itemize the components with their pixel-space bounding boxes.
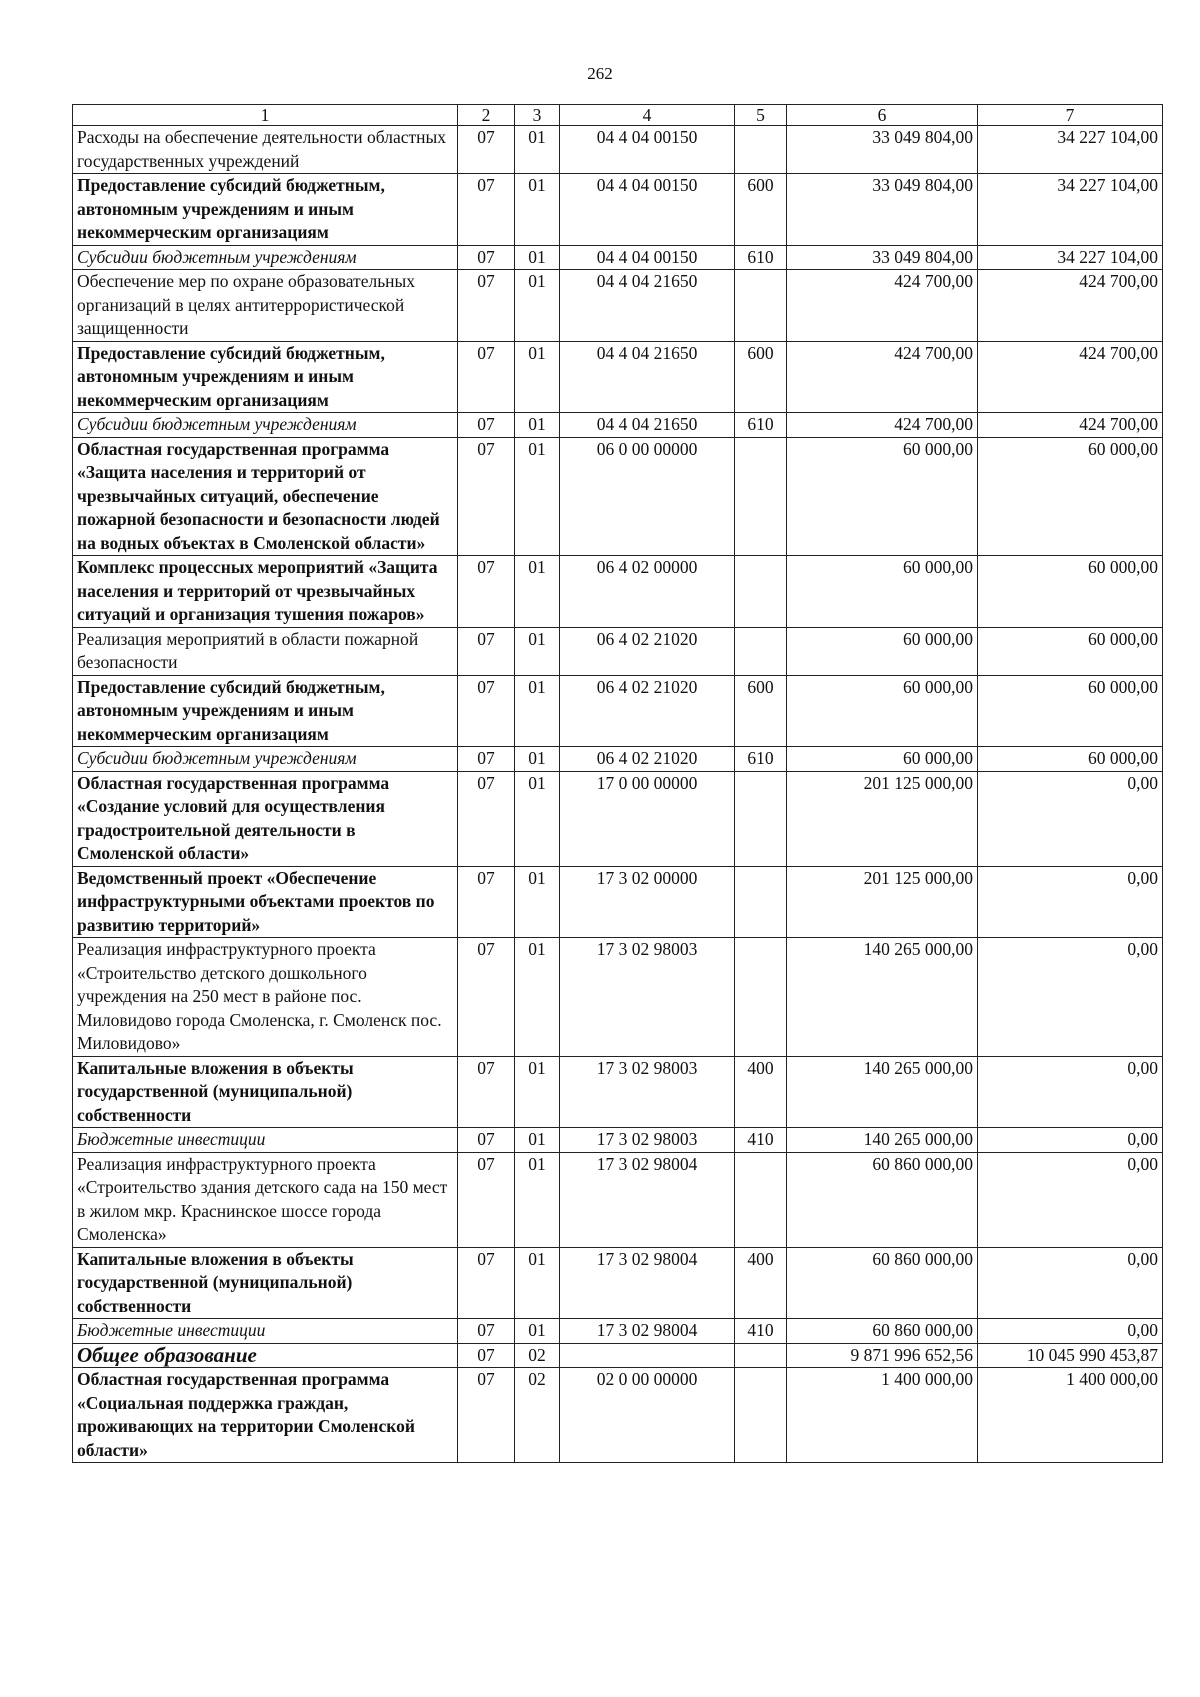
row-subsection-code: 01 bbox=[515, 1319, 560, 1344]
row-section-code: 07 bbox=[458, 1152, 515, 1247]
table-row bbox=[73, 341, 1163, 413]
row-amount-year1: 60 000,00 bbox=[787, 627, 978, 675]
row-amount-year2: 0,00 bbox=[978, 1152, 1163, 1247]
row-amount-year2: 0,00 bbox=[978, 1319, 1163, 1344]
table-row bbox=[73, 1152, 1163, 1247]
row-expense-type: 610 bbox=[735, 245, 787, 270]
row-subsection-code: 01 bbox=[515, 1247, 560, 1319]
row-expense-type bbox=[735, 938, 787, 1057]
row-subsection-code: 01 bbox=[515, 245, 560, 270]
column-header: 3 bbox=[515, 105, 560, 126]
row-expense-type: 600 bbox=[735, 174, 787, 246]
row-amount-year2: 60 000,00 bbox=[978, 437, 1163, 556]
row-amount-year2: 0,00 bbox=[978, 1247, 1163, 1319]
row-subsection-code: 01 bbox=[515, 126, 560, 174]
row-section-code: 07 bbox=[458, 1319, 515, 1344]
table-row bbox=[73, 1368, 1163, 1463]
row-subsection-code: 01 bbox=[515, 675, 560, 747]
row-section-code: 07 bbox=[458, 866, 515, 938]
row-amount-year2: 424 700,00 bbox=[978, 341, 1163, 413]
row-name: Областная государственная программа «Социальная поддержка граждан, проживающих на территории Смоленской области» bbox=[73, 1368, 458, 1463]
table-row bbox=[73, 1056, 1163, 1128]
table-row bbox=[73, 1128, 1163, 1153]
row-name: Реализация мероприятий в области пожарной безопасности bbox=[73, 627, 458, 675]
row-amount-year1: 33 049 804,00 bbox=[787, 174, 978, 246]
row-amount-year2: 60 000,00 bbox=[978, 627, 1163, 675]
column-header: 6 bbox=[787, 105, 978, 126]
row-amount-year1: 60 000,00 bbox=[787, 747, 978, 772]
row-amount-year1: 33 049 804,00 bbox=[787, 245, 978, 270]
row-target-code: 17 0 00 00000 bbox=[560, 771, 735, 866]
row-target-code: 04 4 04 21650 bbox=[560, 270, 735, 342]
table-row bbox=[73, 245, 1163, 270]
row-amount-year1: 424 700,00 bbox=[787, 341, 978, 413]
column-number-row bbox=[73, 105, 1163, 126]
table-row bbox=[73, 675, 1163, 747]
row-amount-year1: 424 700,00 bbox=[787, 413, 978, 438]
row-amount-year2: 424 700,00 bbox=[978, 270, 1163, 342]
row-amount-year1: 33 049 804,00 bbox=[787, 126, 978, 174]
row-target-code: 04 4 04 21650 bbox=[560, 413, 735, 438]
row-amount-year1: 201 125 000,00 bbox=[787, 771, 978, 866]
row-expense-type bbox=[735, 627, 787, 675]
row-subsection-code: 01 bbox=[515, 938, 560, 1057]
row-amount-year1: 201 125 000,00 bbox=[787, 866, 978, 938]
row-name: Предоставление субсидий бюджетным, автономным учреждениям и иным некоммерческим организациям bbox=[73, 174, 458, 246]
row-name: Субсидии бюджетным учреждениям bbox=[73, 245, 458, 270]
row-name: Субсидии бюджетным учреждениям bbox=[73, 747, 458, 772]
table-row bbox=[73, 866, 1163, 938]
row-amount-year1: 60 000,00 bbox=[787, 556, 978, 628]
row-subsection-code: 01 bbox=[515, 1056, 560, 1128]
row-subsection-code: 01 bbox=[515, 341, 560, 413]
row-amount-year2: 34 227 104,00 bbox=[978, 245, 1163, 270]
row-section-code: 07 bbox=[458, 1368, 515, 1463]
row-amount-year2: 0,00 bbox=[978, 1056, 1163, 1128]
row-subsection-code: 01 bbox=[515, 270, 560, 342]
row-amount-year2: 0,00 bbox=[978, 1128, 1163, 1153]
row-amount-year2: 0,00 bbox=[978, 771, 1163, 866]
row-amount-year2: 1 400 000,00 bbox=[978, 1368, 1163, 1463]
row-amount-year2: 10 045 990 453,87 bbox=[978, 1343, 1163, 1368]
row-subsection-code: 01 bbox=[515, 1152, 560, 1247]
row-section-code: 07 bbox=[458, 270, 515, 342]
row-section-code: 07 bbox=[458, 556, 515, 628]
row-expense-type: 610 bbox=[735, 747, 787, 772]
row-target-code: 04 4 04 00150 bbox=[560, 245, 735, 270]
table-row bbox=[73, 938, 1163, 1057]
row-expense-type: 610 bbox=[735, 413, 787, 438]
table-row bbox=[73, 437, 1163, 556]
row-subsection-code: 01 bbox=[515, 747, 560, 772]
row-amount-year1: 60 860 000,00 bbox=[787, 1152, 978, 1247]
row-amount-year2: 60 000,00 bbox=[978, 556, 1163, 628]
row-section-code: 07 bbox=[458, 126, 515, 174]
row-name: Расходы на обеспечение деятельности областных государственных учреждений bbox=[73, 126, 458, 174]
row-section-code: 07 bbox=[458, 174, 515, 246]
row-expense-type bbox=[735, 126, 787, 174]
table-row bbox=[73, 413, 1163, 438]
row-target-code: 06 4 02 21020 bbox=[560, 747, 735, 772]
row-target-code: 17 3 02 98003 bbox=[560, 1128, 735, 1153]
row-target-code: 17 3 02 98004 bbox=[560, 1152, 735, 1247]
row-subsection-code: 01 bbox=[515, 866, 560, 938]
row-expense-type bbox=[735, 1368, 787, 1463]
table-row bbox=[73, 270, 1163, 342]
row-amount-year2: 34 227 104,00 bbox=[978, 126, 1163, 174]
row-expense-type: 410 bbox=[735, 1319, 787, 1344]
row-amount-year1: 1 400 000,00 bbox=[787, 1368, 978, 1463]
row-target-code: 17 3 02 98004 bbox=[560, 1319, 735, 1344]
row-expense-type bbox=[735, 866, 787, 938]
row-amount-year1: 60 860 000,00 bbox=[787, 1319, 978, 1344]
table-row bbox=[73, 627, 1163, 675]
row-expense-type: 600 bbox=[735, 675, 787, 747]
row-expense-type: 600 bbox=[735, 341, 787, 413]
row-name: Обеспечение мер по охране образовательных организаций в целях антитеррористической защищенности bbox=[73, 270, 458, 342]
row-target-code: 06 4 02 21020 bbox=[560, 675, 735, 747]
row-amount-year1: 140 265 000,00 bbox=[787, 938, 978, 1057]
row-expense-type: 400 bbox=[735, 1247, 787, 1319]
row-section-code: 07 bbox=[458, 437, 515, 556]
row-target-code: 17 3 02 98003 bbox=[560, 1056, 735, 1128]
row-target-code: 04 4 04 21650 bbox=[560, 341, 735, 413]
row-section-code: 07 bbox=[458, 938, 515, 1057]
row-target-code: 04 4 04 00150 bbox=[560, 126, 735, 174]
row-amount-year1: 424 700,00 bbox=[787, 270, 978, 342]
row-target-code: 17 3 02 98003 bbox=[560, 938, 735, 1057]
row-target-code: 02 0 00 00000 bbox=[560, 1368, 735, 1463]
row-name: Общее образование bbox=[73, 1343, 458, 1368]
row-name: Предоставление субсидий бюджетным, автономным учреждениям и иным некоммерческим организациям bbox=[73, 675, 458, 747]
row-amount-year1: 140 265 000,00 bbox=[787, 1056, 978, 1128]
row-subsection-code: 01 bbox=[515, 174, 560, 246]
column-header: 5 bbox=[735, 105, 787, 126]
row-amount-year1: 60 000,00 bbox=[787, 437, 978, 556]
row-section-code: 07 bbox=[458, 1128, 515, 1153]
row-subsection-code: 01 bbox=[515, 437, 560, 556]
row-name: Комплекс процессных мероприятий «Защита населения и территорий от чрезвычайных ситуаций и организация тушения пожаров» bbox=[73, 556, 458, 628]
row-section-code: 07 bbox=[458, 675, 515, 747]
row-target-code: 17 3 02 00000 bbox=[560, 866, 735, 938]
row-section-code: 07 bbox=[458, 747, 515, 772]
row-name: Бюджетные инвестиции bbox=[73, 1128, 458, 1153]
row-name: Реализация инфраструктурного проекта «Строительство здания детского сада на 150 мест в жилом мкр. Краснинское шоссе города Смоленска» bbox=[73, 1152, 458, 1247]
row-amount-year1: 140 265 000,00 bbox=[787, 1128, 978, 1153]
row-name: Ведомственный проект «Обеспечение инфраструктурными объектами проектов по развитию территорий» bbox=[73, 866, 458, 938]
row-amount-year1: 60 000,00 bbox=[787, 675, 978, 747]
row-target-code: 04 4 04 00150 bbox=[560, 174, 735, 246]
row-expense-type bbox=[735, 771, 787, 866]
row-expense-type bbox=[735, 1343, 787, 1368]
column-header: 1 bbox=[73, 105, 458, 126]
row-name: Реализация инфраструктурного проекта «Строительство детского дошкольного учреждения на 250 мест в районе пос. Миловидово города Смоленска, г. Смоленск пос. Миловидово» bbox=[73, 938, 458, 1057]
row-amount-year1: 60 860 000,00 bbox=[787, 1247, 978, 1319]
row-amount-year2: 0,00 bbox=[978, 938, 1163, 1057]
row-name: Бюджетные инвестиции bbox=[73, 1319, 458, 1344]
row-amount-year1: 9 871 996 652,56 bbox=[787, 1343, 978, 1368]
row-name: Предоставление субсидий бюджетным, автономным учреждениям и иным некоммерческим организациям bbox=[73, 341, 458, 413]
row-amount-year2: 0,00 bbox=[978, 866, 1163, 938]
row-section-code: 07 bbox=[458, 627, 515, 675]
row-amount-year2: 60 000,00 bbox=[978, 747, 1163, 772]
row-target-code: 06 4 02 21020 bbox=[560, 627, 735, 675]
row-expense-type: 410 bbox=[735, 1128, 787, 1153]
row-name: Капитальные вложения в объекты государственной (муниципальной) собственности bbox=[73, 1247, 458, 1319]
row-expense-type bbox=[735, 1152, 787, 1247]
table-row bbox=[73, 126, 1163, 174]
row-name: Областная государственная программа «Создание условий для осуществления градостроительной деятельности в Смоленской области» bbox=[73, 771, 458, 866]
page-number: 262 bbox=[587, 64, 613, 83]
table-row bbox=[73, 556, 1163, 628]
row-target-code: 06 4 02 00000 bbox=[560, 556, 735, 628]
budget-table bbox=[72, 104, 1163, 1463]
row-section-code: 07 bbox=[458, 245, 515, 270]
row-subsection-code: 01 bbox=[515, 413, 560, 438]
table-row bbox=[73, 174, 1163, 246]
row-amount-year2: 424 700,00 bbox=[978, 413, 1163, 438]
row-subsection-code: 01 bbox=[515, 556, 560, 628]
row-amount-year2: 34 227 104,00 bbox=[978, 174, 1163, 246]
row-subsection-code: 02 bbox=[515, 1343, 560, 1368]
row-section-code: 07 bbox=[458, 771, 515, 866]
row-name: Субсидии бюджетным учреждениям bbox=[73, 413, 458, 438]
row-subsection-code: 01 bbox=[515, 627, 560, 675]
section-row bbox=[73, 1343, 1163, 1368]
row-expense-type bbox=[735, 437, 787, 556]
row-expense-type bbox=[735, 270, 787, 342]
row-subsection-code: 02 bbox=[515, 1368, 560, 1463]
row-section-code: 07 bbox=[458, 1343, 515, 1368]
row-target-code bbox=[560, 1343, 735, 1368]
row-section-code: 07 bbox=[458, 1056, 515, 1128]
row-section-code: 07 bbox=[458, 1247, 515, 1319]
row-subsection-code: 01 bbox=[515, 1128, 560, 1153]
column-header: 4 bbox=[560, 105, 735, 126]
row-expense-type: 400 bbox=[735, 1056, 787, 1128]
row-section-code: 07 bbox=[458, 413, 515, 438]
table-row bbox=[73, 1247, 1163, 1319]
row-subsection-code: 01 bbox=[515, 771, 560, 866]
row-name: Капитальные вложения в объекты государственной (муниципальной) собственности bbox=[73, 1056, 458, 1128]
table-row bbox=[73, 771, 1163, 866]
row-target-code: 17 3 02 98004 bbox=[560, 1247, 735, 1319]
row-amount-year2: 60 000,00 bbox=[978, 675, 1163, 747]
column-header: 7 bbox=[978, 105, 1163, 126]
row-section-code: 07 bbox=[458, 341, 515, 413]
row-expense-type bbox=[735, 556, 787, 628]
table-row bbox=[73, 747, 1163, 772]
table-row bbox=[73, 1319, 1163, 1344]
column-header: 2 bbox=[458, 105, 515, 126]
row-target-code: 06 0 00 00000 bbox=[560, 437, 735, 556]
row-name: Областная государственная программа «Защита населения и территорий от чрезвычайных ситуаций, обеспечение пожарной безопасности и безопасности людей на водных объектах в Смоленской области» bbox=[73, 437, 458, 556]
